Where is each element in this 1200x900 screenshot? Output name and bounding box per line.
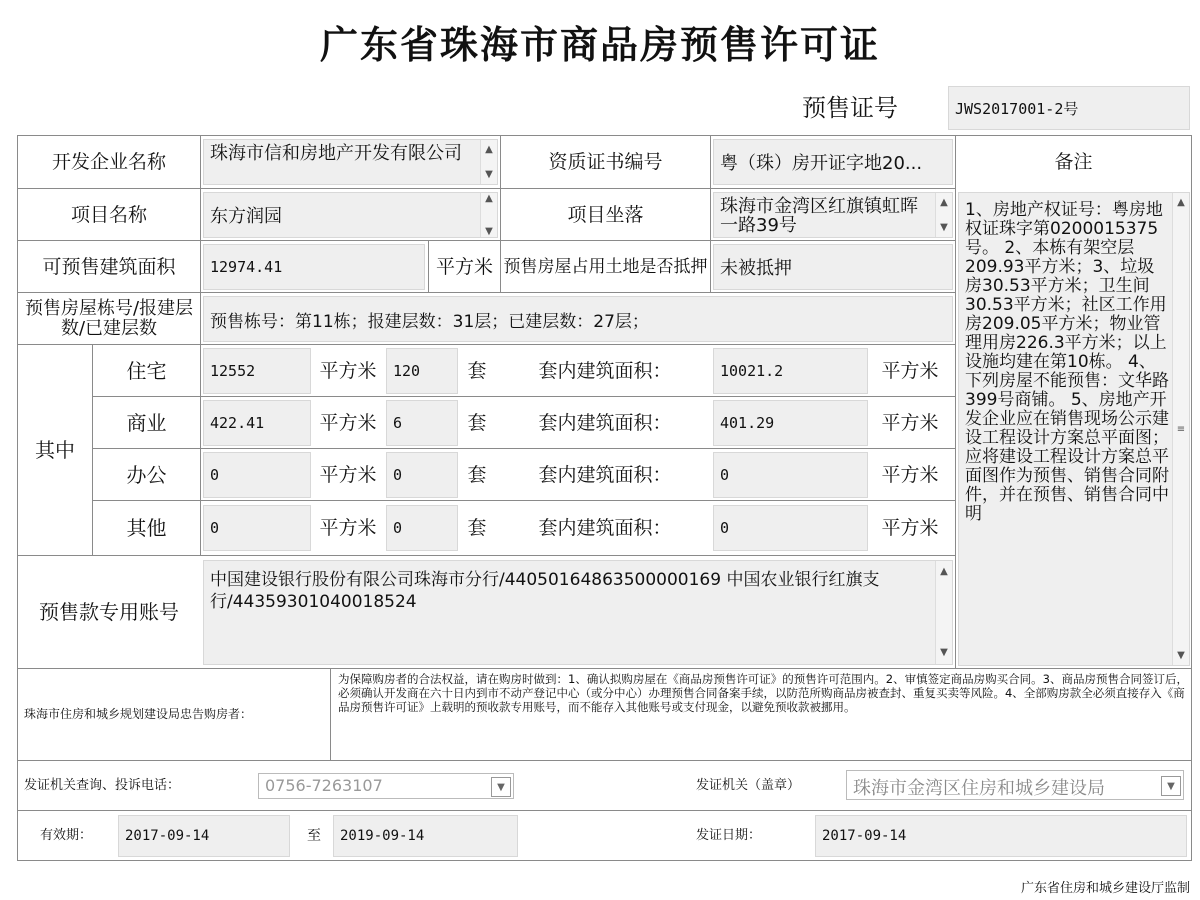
location-scrollbar[interactable] [935,193,952,237]
permit-number-field: JWS2017001-2号 [948,86,1190,130]
project-value: 东方润园 [210,206,282,227]
project-scrollbar[interactable] [480,193,497,237]
buildings-field: 预售栋号：第11栋；报建层数：31层；已建层数：27层； [203,296,953,342]
breakdown-type: 商业 [126,410,167,435]
scroll-up-icon: ▲ [940,197,948,208]
developer-scrollbar[interactable] [480,140,497,184]
breakdown-count-unit: 套 [467,411,487,434]
breakdown-count-unit: 套 [467,463,487,486]
project-field[interactable] [203,192,498,238]
scroll-up-icon: ▲ [485,144,493,155]
location-label: 项目坐落 [567,203,644,226]
issuer-select[interactable] [846,770,1184,800]
breakdown-inner-unit: 平方米 [881,411,939,434]
buildings-label: 预售房屋栋号/报建层数/已建层数 [24,297,194,339]
breakdown-count: 0 [386,505,458,551]
breakdown-group-label: 其中 [35,438,75,462]
scroll-down-icon: ▼ [485,226,493,237]
developer-label: 开发企业名称 [51,151,166,173]
remark-text: 1、房地产权证号：粤房地权证珠字第0200015375号。 2、本栋有架空层209.93平方米；3、垃圾房30.53平方米；卫生间30.53平方米；社区工作用房209.05平方米；物业管理用房226.3平方米；以上设施均建在第10栋。 4、下列房屋不能预售：文华路399号商铺。 5、房地产开发企业应在销售现场公示建设工程设计方案总平面图； 应将建设工程设计方案总平面图作为预售、销售合同附件，并在预售、销售合同中明 [965,200,1169,524]
breakdown-type: 住宅 [126,358,167,383]
breakdown-area: 0 [203,452,311,498]
valid-label: 有效期： [39,827,92,843]
valid-from-field: 2017-09-14 [118,815,290,857]
breakdown-inner-label: 套内建筑面积： [538,463,672,486]
breakdown-inner-label: 套内建筑面积： [538,517,672,539]
area-unit: 平方米 [435,255,493,278]
breakdown-area-unit: 平方米 [319,463,377,486]
location-value: 珠海市金湾区红旗镇虹晖一路39号 [720,196,918,236]
remark-label: 备注 [1054,151,1093,173]
phone-value: 0756-7263107 [265,776,383,795]
breakdown-count-unit: 套 [467,517,487,539]
breakdown-type: 其他 [126,516,167,540]
cert-field: 粤（珠）房开证字地20... [713,139,953,185]
breakdown-type: 办公 [126,462,167,487]
area-field: 12974.41 [203,244,425,290]
scroll-down-icon: ▼ [940,647,948,658]
breakdown-inner-label: 套内建筑面积： [538,359,672,382]
breakdown-inner-unit: 平方米 [881,359,939,382]
valid-separator: 至 [307,827,321,844]
area-label: 可预售建筑面积 [42,255,176,278]
account-scrollbar[interactable] [935,561,952,664]
notice-label: 珠海市住房和城乡规划建设局忠告购房者： [24,707,253,721]
chevron-down-icon[interactable]: ▼ [491,777,511,797]
breakdown-area-unit: 平方米 [319,411,377,434]
issue-date-field: 2017-09-14 [815,815,1187,857]
breakdown-inner: 0 [713,452,868,498]
phone-select[interactable] [258,773,514,799]
remark-scrollbar[interactable] [1172,193,1189,665]
page-title: 广东省珠海市商品房预售许可证 [319,22,880,67]
scroll-down-icon: ▼ [485,169,493,180]
scroll-up-icon: ▲ [1177,197,1185,208]
breakdown-area: 0 [203,505,311,551]
breakdown-area: 422.41 [203,400,311,446]
account-label: 预售款专用账号 [39,600,179,624]
breakdown-inner-unit: 平方米 [881,517,939,539]
valid-to-field: 2019-09-14 [333,815,518,857]
breakdown-area-unit: 平方米 [319,359,377,382]
account-textarea[interactable] [203,560,953,665]
breakdown-count: 120 [386,348,458,394]
phone-label: 发证机关查询、投诉电话： [24,777,181,793]
remark-textarea[interactable] [958,192,1190,666]
scroll-grip-icon: ≡ [1176,423,1186,435]
location-field[interactable] [713,192,953,238]
account-value: 中国建设银行股份有限公司珠海市分行/44050164863500000169 中国农业银行红旗支行/44359301040018524 [210,570,880,612]
project-label: 项目名称 [70,203,147,226]
developer-value: 珠海市信和房地产开发有限公司 [210,143,462,164]
issue-date-label: 发证日期： [696,827,762,843]
breakdown-count: 0 [386,452,458,498]
chevron-down-icon[interactable]: ▼ [1161,776,1181,796]
breakdown-inner: 401.29 [713,400,868,446]
footer-text: 广东省住房和城乡建设厅监制 [1020,881,1190,896]
mortgage-field: 未被抵押 [713,244,953,290]
scroll-down-icon: ▼ [940,222,948,233]
scroll-up-icon: ▲ [940,566,948,577]
mortgage-label: 预售房屋占用土地是否抵押 [503,256,708,277]
breakdown-count: 6 [386,400,458,446]
notice-text: 为保障购房者的合法权益，请在购房时做到：1、确认拟购房屋在《商品房预售许可证》的预售许可范围内。2、审慎签定商品房购买合同。3、商品房预售合同签订后，必须确认开发商在六十日内到市不动产登记中心（或分中心）办理预售合同备案手续，以防范所购商品房被查封、重复买卖等风险。4、全部购房款全必须直接存入《商品房预售许可证》上载明的预收款专用账号，而不能存入其他账号或支付现金，以避免预收款被挪用。 [338,672,1188,714]
breakdown-area-unit: 平方米 [319,517,377,539]
cert-label: 资质证书编号 [548,151,663,173]
breakdown-inner-label: 套内建筑面积： [538,411,672,434]
scroll-up-icon: ▲ [485,193,493,204]
breakdown-inner-unit: 平方米 [881,463,939,486]
issuer-value: 珠海市金湾区住房和城乡建设局 [853,778,1105,799]
scroll-down-icon: ▼ [1177,650,1185,661]
breakdown-count-unit: 套 [467,359,487,382]
breakdown-inner: 0 [713,505,868,551]
issuer-label: 发证机关（盖章） [696,777,801,793]
permit-number-label: 预售证号 [802,94,898,122]
breakdown-inner: 10021.2 [713,348,868,394]
breakdown-area: 12552 [203,348,311,394]
developer-field[interactable] [203,139,498,185]
